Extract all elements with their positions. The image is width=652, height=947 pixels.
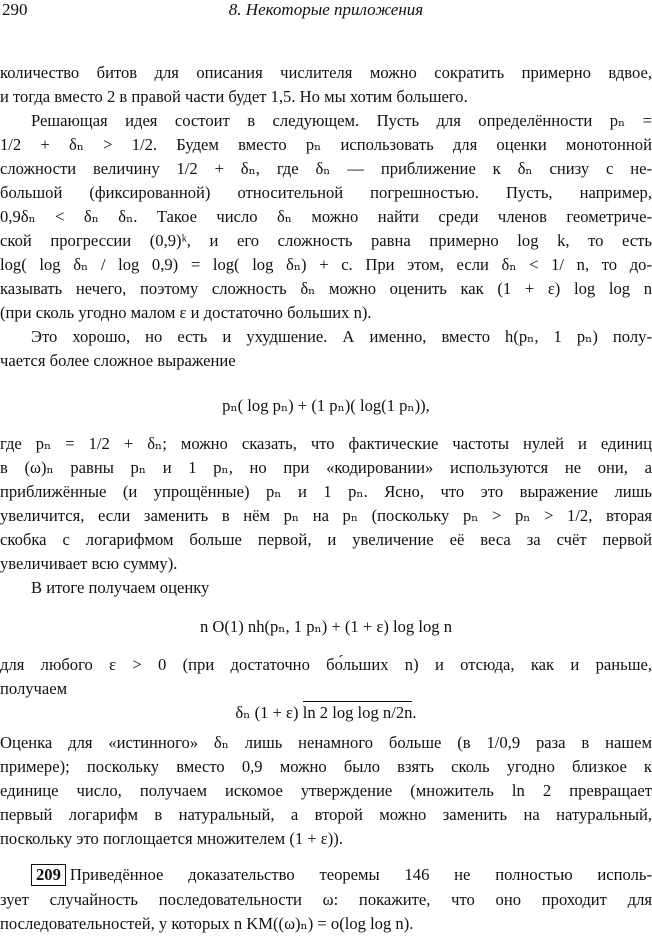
text-line: в (ω)ₙ равны pₙ и 1 pₙ, но при «кодировании» используются не они, а [0, 458, 652, 477]
text-line: 0,9δₙ < δₙ δₙ. Такое число δₙ можно найти среди членов геометриче- [0, 207, 652, 226]
text-line: казывать нечего, поэтому сложность δₙ можно оценить как (1 + ε) log log n [0, 279, 652, 298]
text-line: для любого ε > 0 (при достаточно бо́льших n) и отсюда, как и раньше, [0, 655, 652, 674]
text-line: примере); поскольку вместо 0,9 можно было взять сколь угодно близкое к [0, 757, 652, 776]
text-line: получаем [0, 679, 68, 698]
formula-delta-left: δₙ (1 + ε) [235, 703, 303, 722]
text-line: первый логарифм в натуральный, а второй можно заменить на натуральный, [0, 805, 652, 824]
text-line: скобка с логарифмом больше первой, и увеличение её веса за счёт первой [0, 530, 652, 549]
text-line: зует случайность последовательности ω: покажите, что оно проходит для [0, 890, 652, 909]
sqrt-radicand: ln 2 log log n/2n [302, 703, 413, 722]
page-body [0, 61, 652, 936]
formula-expression: pₙ( log pₙ) + (1 pₙ)( log(1 pₙ)), [222, 396, 430, 415]
text-line: последовательностей, у которых n KM((ω)ₙ) = o(log log n). [0, 914, 414, 933]
problem-number-box: 209 [31, 864, 66, 886]
text-line: сложности величину 1/2 + δₙ, где δₙ — приближение к δₙ снизу с не- [0, 159, 652, 178]
text-line: 1/2 + δₙ > 1/2. Будем вместо pₙ использовать для оценки монотонной [0, 135, 652, 154]
text-line: приближённые (и упрощённые) pₙ и 1 pₙ. Ясно, что это выражение лишь [0, 482, 652, 501]
text-line: В итоге получаем оценку [31, 578, 210, 597]
chapter-title: 8. Некоторые приложения [228, 0, 424, 19]
formula-estimate: n O(1) nh(pₙ, 1 pₙ) + (1 + ε) log log n [199, 617, 453, 636]
text-line: ской прогрессии (0,9)ᵏ, и его сложность равна примерно log k, то есть [0, 231, 652, 250]
formula-delta-end: . [412, 703, 417, 722]
text-line: где pₙ = 1/2 + δₙ; можно сказать, что фактические частоты нулей и единиц [0, 434, 652, 453]
text-line: log( log δₙ / log 0,9) = log( log δₙ) + c. При этом, если δₙ < 1/ n, то до- [0, 255, 652, 274]
text-line: количество битов для описания числителя можно сократить примерно вдвое, [0, 63, 652, 82]
text-line: большой (фиксированной) относительной погрешностью. Пусть, например, [0, 183, 652, 202]
text-line: единице число, получаем искомое утверждение (множитель ln 2 превращает [0, 781, 652, 800]
page-number: 290 [2, 0, 28, 19]
text-line: Решающая идея состоит в следующем. Пусть для определённости pₙ = [31, 111, 652, 130]
text-line: и тогда вместо 2 в правой части будет 1,5. Но мы хотим большего. [0, 87, 468, 106]
text-line: поскольку это поглощается множителем (1 + ε)). [0, 829, 343, 848]
text-line: Приведённое доказательство теоремы 146 не полностью исполь- [69, 865, 652, 884]
text-line: увеличивает всю сумму). [0, 554, 178, 573]
text-line: (при сколь угодно малом ε и достаточно больших n). [0, 303, 372, 322]
text-line: Оценка для «истинного» δₙ лишь ненамного больше (в 1/0,9 раза в нашем [0, 733, 652, 752]
text-line: увеличится, если заменить в нём pₙ на pₙ (поскольку pₙ > pₙ > 1/2, вторая [0, 506, 652, 525]
text-line: чается более сложное выражение [0, 351, 236, 370]
text-line: Это хорошо, но есть и ухудшение. А именно, вместо h(pₙ, 1 pₙ) полу- [31, 327, 652, 346]
formula-delta [0, 701, 652, 731]
problem-line [0, 862, 652, 888]
